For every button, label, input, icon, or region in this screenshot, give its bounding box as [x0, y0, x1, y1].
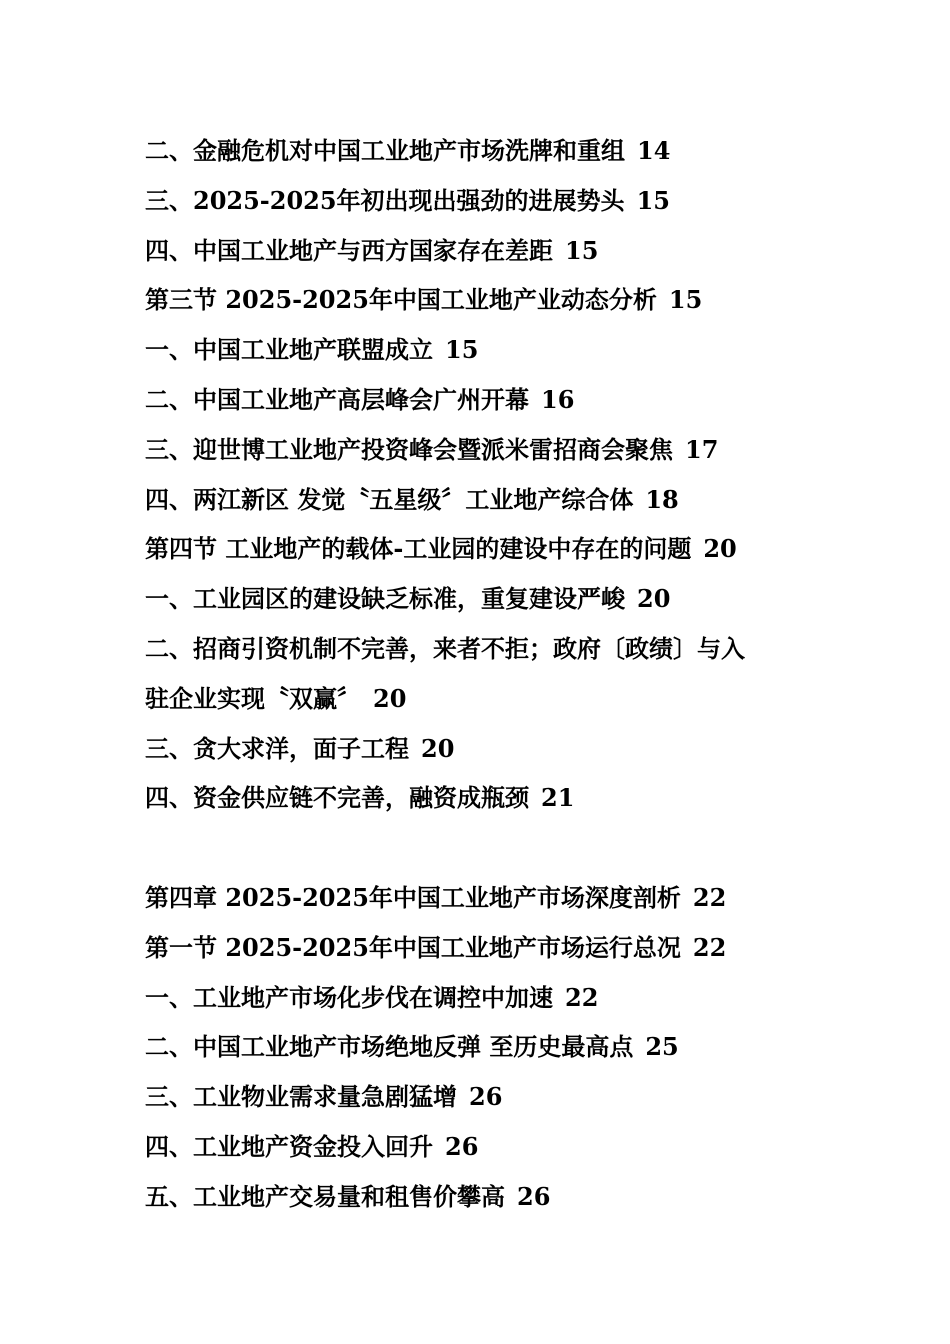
toc-entry-title: 一、中国工业地产联盟成立: [145, 335, 433, 365]
toc-entry: [145, 1172, 825, 1222]
toc-entry: [145, 1072, 825, 1122]
toc-entry-title: 三、贪大求洋，面子工程: [145, 733, 409, 763]
toc-entry-title: 驻企业实现〝双赢〞: [145, 683, 361, 713]
table-of-contents: [145, 126, 825, 1222]
toc-entry-title: 三、工业物业需求量急剧猛增: [145, 1082, 457, 1112]
toc-entry-title: 一、工业地产市场化步伐在调控中加速: [145, 982, 553, 1012]
toc-entry-page: 21: [541, 783, 575, 813]
toc-entry-title: 一、工业园区的建设缺乏标准，重复建设严峻: [145, 584, 625, 614]
toc-entry-page: 15: [445, 335, 479, 365]
toc-entry-page: 20: [637, 584, 671, 614]
toc-entry-title: 二、金融危机对中国工业地产市场洗牌和重组: [145, 136, 625, 165]
toc-entry-page: 22: [692, 932, 727, 962]
toc-entry-page: 18: [645, 484, 679, 514]
toc-entry: [145, 973, 825, 1023]
toc-entry: [145, 674, 825, 724]
toc-entry-page: 17: [685, 434, 719, 464]
toc-entry: [145, 375, 825, 425]
toc-entry-page: 26: [469, 1082, 503, 1112]
toc-entry-page: 20: [703, 534, 737, 564]
toc-entry-page: 22: [565, 982, 599, 1012]
toc-entry-title: 四、工业地产资金投入回升: [145, 1131, 433, 1161]
toc-entry-page: 15: [565, 235, 599, 265]
toc-entry: [145, 475, 825, 525]
toc-entry: [145, 1022, 825, 1072]
toc-entry-title: 二、中国工业地产高层峰会广州开幕: [145, 384, 529, 414]
toc-entry: [145, 524, 825, 574]
blank-line: [145, 823, 825, 873]
toc-entry-title: 二、招商引资机制不完善，来者不拒；政府〔政绩〕与入: [145, 633, 745, 663]
toc-entry-title: 五、工业地产交易量和租售价攀高: [145, 1181, 505, 1211]
toc-entry-title: 二、中国工业地产市场绝地反弹 至历史最高点: [145, 1032, 634, 1062]
toc-entry-page: 15: [668, 285, 703, 315]
toc-entry: [145, 724, 825, 774]
toc-entry: [145, 873, 825, 923]
toc-entry: [145, 176, 825, 226]
toc-entry-title: 第三节 2025-2025年中国工业地产业动态分析: [145, 285, 657, 315]
toc-entry-title: 三、2025-2025年初出现出强劲的进展势头: [145, 185, 625, 215]
toc-entry: [145, 275, 825, 325]
toc-entry: [145, 574, 825, 624]
toc-entry-page: 20: [421, 733, 455, 763]
toc-entry: [145, 1122, 825, 1172]
toc-entry-title: 四、两江新区 发觉〝五星级〞工业地产综合体: [145, 484, 634, 514]
toc-entry-title: 第一节 2025-2025年中国工业地产市场运行总况: [145, 932, 681, 962]
toc-entry: [145, 325, 825, 375]
toc-entry-page: 20: [373, 683, 407, 713]
toc-entry-title: 第四章 2025-2025年中国工业地产市场深度剖析: [145, 882, 681, 912]
toc-entry-page: 14: [637, 136, 671, 165]
toc-entry: [145, 226, 825, 276]
toc-entry-page: 25: [645, 1032, 679, 1062]
toc-entry-page: 26: [445, 1131, 479, 1161]
toc-entry: [145, 126, 825, 176]
toc-entry-title: 三、迎世博工业地产投资峰会暨派米雷招商会聚焦: [145, 434, 673, 464]
toc-entry-title: 第四节 工业地产的载体-工业园的建设中存在的问题: [145, 534, 692, 564]
toc-entry: [145, 773, 825, 823]
toc-entry: [145, 923, 825, 973]
toc-entry: [145, 624, 825, 674]
toc-entry-page: 22: [692, 882, 727, 912]
toc-entry-title: 四、中国工业地产与西方国家存在差距: [145, 235, 553, 265]
toc-entry-page: 26: [517, 1181, 551, 1211]
toc-entry-page: 15: [636, 185, 670, 215]
toc-entry-title: 四、资金供应链不完善，融资成瓶颈: [145, 783, 529, 813]
toc-entry-page: 16: [541, 384, 575, 414]
toc-entry: [145, 425, 825, 475]
